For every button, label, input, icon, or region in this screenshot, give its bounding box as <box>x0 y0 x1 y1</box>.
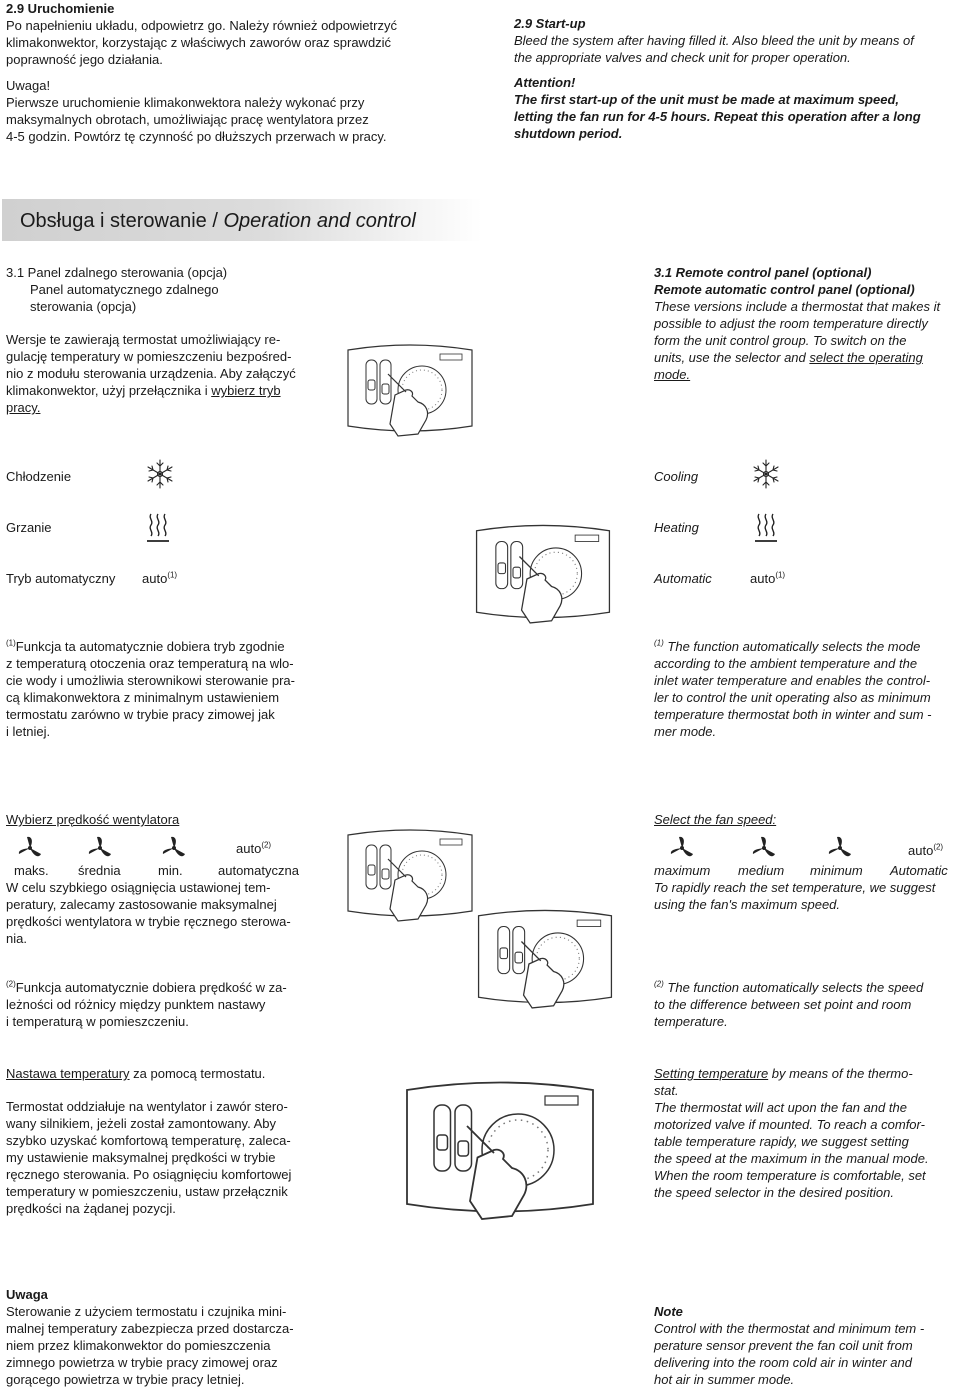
footnote-mark: (1) <box>6 638 16 648</box>
text-line: ler to control the unit operating also as minimum <box>654 690 931 705</box>
banner-title-en: Operation and control <box>223 210 416 232</box>
fan-max-label: maks. <box>14 863 49 878</box>
text-segment: The function automatically selects the speed <box>667 980 924 995</box>
text-line: delivering into the room cold air in winter and <box>654 1355 912 1370</box>
footnote-mark: (2) <box>6 979 16 989</box>
text-line: niem przez klimakonwektor do pomieszczenia <box>6 1338 271 1353</box>
text-line: stat. <box>654 1083 679 1098</box>
text-line: Pierwsze uruchomienie klimakonwektora należy wykonać przy <box>6 95 365 110</box>
fan-auto-text <box>908 842 943 859</box>
footnote-1-en <box>654 638 954 740</box>
text-line <box>654 979 956 996</box>
text-line: the appropriate valves and check unit for proper operation. <box>514 50 851 65</box>
fan-icon <box>86 836 114 860</box>
banner-title <box>20 210 416 232</box>
section-title: 2.9 Start-up <box>514 16 586 31</box>
footnote-mark: (2) <box>654 979 664 989</box>
text-line: prędkości wentylatora w trybie ręcznego sterowa- <box>6 914 291 929</box>
auto-mode-text <box>750 570 785 587</box>
title-underlined: Nastawa temperatury <box>6 1066 130 1081</box>
text-segment: The function automatically selects the mode <box>667 639 921 654</box>
remote-control-panel-illustration <box>470 905 620 1023</box>
text-line: The thermostat will act upon the fan and the <box>654 1100 907 1115</box>
text-line: Sterowanie z użyciem termostatu i czujnika mini- <box>6 1304 287 1319</box>
fan-max-label: maximum <box>654 863 711 878</box>
footnote-mark: (2) <box>933 842 944 852</box>
fan-min-label: minimum <box>810 863 863 878</box>
text-line: i temperaturą w pomieszczeniu. <box>6 1014 189 1029</box>
text-line: temperature thermostat both in winter and sum - <box>654 707 932 722</box>
text-line: z temperaturą otoczenia oraz temperaturą na wlo- <box>6 656 294 671</box>
section-2-9-en <box>514 15 954 142</box>
fan-text-pl <box>6 879 306 947</box>
fan-speed-title-en: Select the fan speed: <box>654 812 777 827</box>
fan-icon <box>826 836 854 860</box>
text-line: according to the ambient temperature and the <box>654 656 918 671</box>
fan-auto-label: automatyczna <box>218 863 299 878</box>
fan-min-label: min. <box>158 863 183 878</box>
mode-auto-label-en: Automatic <box>654 571 712 586</box>
section-title: Note <box>654 1304 683 1319</box>
section-title <box>654 1065 956 1082</box>
footnote-mark: (1) <box>167 570 178 580</box>
text-line: leżności od różnicy między punktem nastawy <box>6 997 266 1012</box>
temperature-section-en <box>654 1065 956 1201</box>
mode-cooling-label-pl: Chłodzenie <box>6 469 72 484</box>
text-line: malnej temperatury zabezpiecza przed dostarcza- <box>6 1321 294 1336</box>
fan-icon <box>750 836 778 860</box>
section-2-9-pl <box>6 0 446 145</box>
warning-title: Uwaga! <box>6 78 51 93</box>
text-line: Wersje te zawierają termostat umożliwiający re- <box>6 332 281 347</box>
section-title <box>6 1065 306 1082</box>
auto-word: auto <box>908 843 934 858</box>
text-line: wany silnikiem, jeżeli został zamontowany. Aby <box>6 1116 276 1131</box>
section-heading: 3.1 Panel zdalnego sterowania (opcja) <box>6 265 228 280</box>
title-rest: za pomocą termostatu. <box>129 1066 266 1081</box>
text-line: shutdown period. <box>514 126 623 141</box>
auto-word: auto <box>750 571 776 586</box>
text-line: mode. <box>654 367 691 382</box>
section-heading: Remote automatic control panel (optional) <box>654 282 915 297</box>
text-line: letting the fan run for 4-5 hours. Repeat this operation after a long <box>514 109 921 124</box>
auto-word: auto <box>236 841 262 856</box>
text-segment: units, use the selector and <box>654 350 810 365</box>
fan-icon <box>668 836 696 860</box>
section-3-1-pl <box>6 264 306 416</box>
text-line <box>6 638 306 655</box>
text-line: using the fan's maximum speed. <box>654 897 841 912</box>
text-line: peratury, zalecamy zastosowanie maksymalnej <box>6 897 277 912</box>
title-rest: by means of the thermo- <box>768 1066 913 1081</box>
text-line: form the unit control group. To switch on the <box>654 333 907 348</box>
title-underlined: Setting temperature <box>654 1066 769 1081</box>
section-banner <box>2 199 482 241</box>
text-line: maksymalnych obrotach, umożliwiając pracę wentylatora przez <box>6 112 369 127</box>
mode-auto-label-pl: Tryb automatyczny <box>6 571 116 586</box>
fan-icon <box>160 836 188 860</box>
banner-title-pl: Obsługa i sterowanie / <box>20 210 224 232</box>
mode-cooling-label-en: Cooling <box>654 469 699 484</box>
text-line: ręcznego sterowania. Po osiągnięciu komfortowej <box>6 1167 292 1182</box>
section-heading: 3.1 Remote control panel (optional) <box>654 265 872 280</box>
note-section-pl <box>6 1286 306 1388</box>
temperature-section-pl <box>6 1065 306 1217</box>
section-title: 2.9 Uruchomienie <box>6 1 115 16</box>
text-line: klimakonwektor, korzystając z właściwych zaworów oraz sprawdzić <box>6 35 392 50</box>
fan-speed-title-pl: Wybierz prędkość wentylatora <box>6 812 180 827</box>
footnote-1-pl <box>6 638 306 740</box>
text-segment: klimakonwektor, użyj przełącznika i <box>6 383 212 398</box>
text-line: nia. <box>6 931 27 946</box>
text-line: These versions include a thermostat that makes it <box>654 299 941 314</box>
remote-control-panel-illustration <box>468 520 618 638</box>
section-heading: Panel automatycznego zdalnego <box>30 282 219 297</box>
text-line <box>6 382 306 399</box>
text-line: temperature. <box>654 1014 728 1029</box>
heat-waves-icon <box>146 512 170 544</box>
remote-control-panel-illustration <box>395 1075 605 1240</box>
footnote-2-en <box>654 979 956 1030</box>
note-section-en <box>654 1303 956 1388</box>
text-line: to the difference between set point and room <box>654 997 912 1012</box>
footnote-mark: (2) <box>261 840 272 850</box>
text-segment: Funkcja ta automatycznie dobiera tryb zgodnie <box>15 639 285 654</box>
text-line: W celu szybkiego osiągnięcia ustawionej tem- <box>6 880 271 895</box>
text-line: the speed selector in the desired position. <box>654 1185 894 1200</box>
text-line: hot air in summer mode. <box>654 1372 795 1387</box>
section-3-1-en <box>654 264 956 383</box>
text-line: szybko uzyskać komfortową temperaturę, zaleca- <box>6 1133 291 1148</box>
text-line: nio z modułu sterowania urządzenia. Aby załączyć <box>6 366 296 381</box>
remote-control-panel-illustration <box>340 825 480 935</box>
auto-mode-text <box>142 570 177 587</box>
mode-heating-label-pl: Grzanie <box>6 520 52 535</box>
text-line: The first start-up of the unit must be made at maximum speed, <box>514 92 900 107</box>
text-line: Bleed the system after having filled it. Also bleed the unit by means of <box>514 33 914 48</box>
remote-control-panel-illustration <box>340 340 480 450</box>
footnote-mark: (1) <box>775 570 786 580</box>
text-line <box>6 979 306 996</box>
warning-title: Attention! <box>514 75 576 90</box>
text-line: cą klimakonwektora z minimalnym ustawieniem <box>6 690 280 705</box>
fan-auto-label: Automatic <box>890 863 948 878</box>
select-mode-link: wybierz tryb <box>211 383 281 398</box>
text-line <box>654 638 954 655</box>
fan-text-en <box>654 879 956 913</box>
text-line: perature sensor prevent the fan coil unit from <box>654 1338 913 1353</box>
text-line <box>654 349 956 366</box>
fan-medium-label: medium <box>738 863 785 878</box>
text-line: termostatu zarówno w trybie pracy zimowej jak <box>6 707 275 722</box>
section-title: Uwaga <box>6 1287 48 1302</box>
text-segment: Funkcja automatycznie dobiera prędkość w za- <box>15 980 287 995</box>
text-line: zimnego powietrza w trybie pracy zimowej oraz <box>6 1355 278 1370</box>
text-line: Control with the thermostat and minimum tem - <box>654 1321 925 1336</box>
text-line: Po napełnieniu układu, odpowietrz go. Należy również odpowietrzyć <box>6 18 397 33</box>
text-line: cie wody i umożliwia sterownikowi sterowanie pra- <box>6 673 295 688</box>
text-line: gorącego powietrza w trybie pracy letniej. <box>6 1372 245 1387</box>
snowflake-icon <box>750 458 782 490</box>
text-line: 4-5 godzin. Powtórz tę czynność po dłuższych przerwach w pracy. <box>6 129 387 144</box>
fan-icon <box>16 836 44 860</box>
text-line: mer mode. <box>654 724 717 739</box>
text-line: poprawność jego działania. <box>6 52 163 67</box>
text-line: the speed at the maximum in the manual mode. <box>654 1151 929 1166</box>
text-line: pracy. <box>6 400 41 415</box>
select-mode-link: select the operating <box>809 350 923 365</box>
section-heading: sterowania (opcja) <box>30 299 137 314</box>
mode-heating-label-en: Heating <box>654 520 699 535</box>
text-line: temperatury w pomieszczeniu, ustaw przełącznik <box>6 1184 288 1199</box>
text-line: motorized valve if mounted. To reach a comfor- <box>654 1117 925 1132</box>
text-line: Termostat oddziałuje na wentylator i zawór stero- <box>6 1099 288 1114</box>
fan-auto-text <box>236 840 271 857</box>
text-line: gulację temperatury w pomieszczeniu bezpośred- <box>6 349 292 364</box>
footnote-2-pl <box>6 979 306 1030</box>
footnote-mark: (1) <box>654 638 664 648</box>
text-line: table temperature rapidy, we suggest setting <box>654 1134 909 1149</box>
text-line: my ustawienie maksymalnej prędkości w trybie <box>6 1150 276 1165</box>
auto-word: auto <box>142 571 168 586</box>
fan-medium-label: średnia <box>78 863 121 878</box>
text-line: possible to adjust the room temperature directly <box>654 316 928 331</box>
text-line: To rapidly reach the set temperature, we suggest <box>654 880 936 895</box>
text-line: i letniej. <box>6 724 51 739</box>
text-line: When the room temperature is comfortable, set <box>654 1168 926 1183</box>
text-line: prędkości na żądanej pozycji. <box>6 1201 176 1216</box>
snowflake-icon <box>144 458 176 490</box>
text-line: inlet water temperature and enables the control- <box>654 673 931 688</box>
heat-waves-icon <box>754 512 778 544</box>
